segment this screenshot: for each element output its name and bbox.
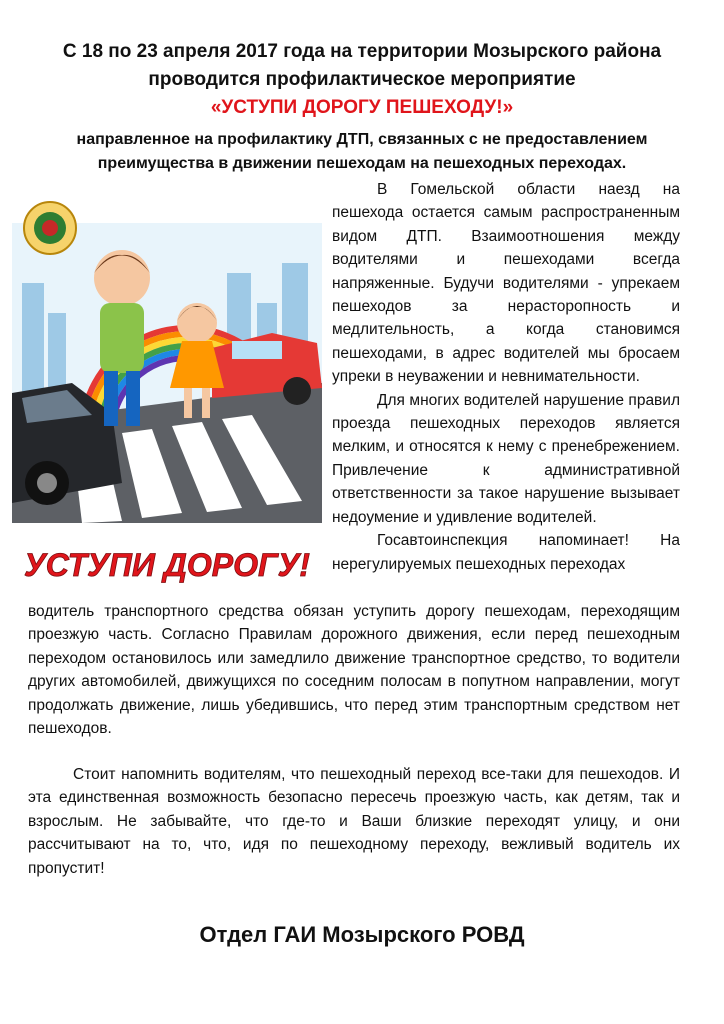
signature: Отдел ГАИ Мозырского РОВД <box>199 922 525 947</box>
title-line-1: С 18 по 23 апреля 2017 года на территории Мозырского района <box>62 41 662 62</box>
gai-emblem-icon <box>24 202 76 254</box>
paragraph-3-continued: водитель транспортного средства обязан уступить дорогу пешеходам, переходящим проезжую часть. Согласно Правилам дорожного движения, если перед пешеходным переходом остановилось или замедлило движение транспортное средство, то водители других автомобилей, движущихся по соседним полосам в попутном направлении, могут продолжать движение, лишь убедившись, что перед этим транспортным средством нет пешеходов. <box>28 603 680 738</box>
campaign-title: «УСТУПИ ДОРОГУ ПЕШЕХОДУ!» <box>210 97 514 118</box>
subtitle-line-2: преимущества в движении пешеходам на пешеходных переходах. <box>97 155 627 172</box>
paragraph-3-start: Госавтоинспекция напоминает! На нерегулируемых пешеходных переходах <box>332 532 680 573</box>
paragraph-4: Стоит напомнить водителям, что пешеходный переход все-таки для пешеходов. И эта единственная возможность безопасно пересечь проезжую часть, как детям, так и взрослым. Не забывайте, что где-то и Ваши близкие переходят улицу, и они рассчитывают на то, что, идя по пешеходному переходу, вежливый водитель их пропустит! <box>28 766 680 877</box>
pedestrian-crossing-illustration <box>12 183 322 593</box>
paragraph-1: В Гомельской области наезд на пешехода остается самым распространенным видом ДТП. Взаимоотношения между водителями и пешеходами всегда напряженные. Будучи водителями - упрекаем пешеходов за нерасторопность и медлительность, а когда становимся пешеходами, в адрес водителей мы бросаем упреки в неуважении и невнимательности. <box>332 181 680 386</box>
paragraph-2: Для многих водителей нарушение правил проезда пешеходных переходов является мелким, и относятся к нему с пренебрежением. Привлечение к административной ответственности за такое нарушение вызывает недоумение и удивление водителей. <box>332 391 680 526</box>
body-column <box>332 178 680 576</box>
banner-text: УСТУПИ ДОРОГУ! <box>24 547 310 583</box>
subtitle-line-1: направленное на профилактику ДТП, связанных с не предоставлением <box>76 131 648 148</box>
title-line-2: проводится профилактическое мероприятие <box>148 69 576 90</box>
